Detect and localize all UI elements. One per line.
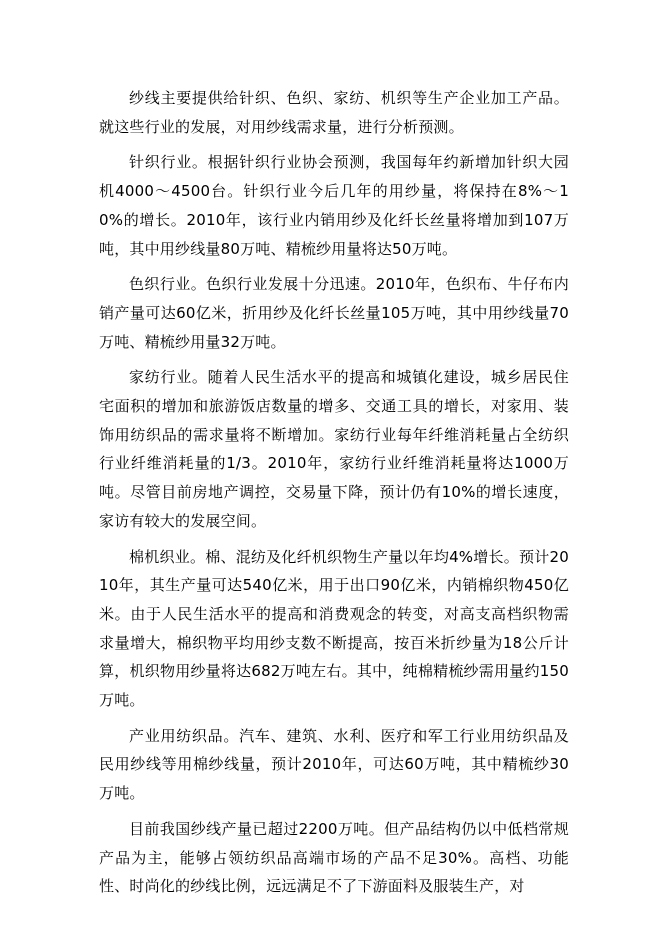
paragraph-cotton-weaving: 棉机织业。棉、混纺及化纤机织物生产量以年均4%增长。预计2010年，其生产量可达540亿米，用于出口90亿米，内销棉织物450亿米。由于人民生活水平的提高和消费观念的转变，对高支高档织物需求量增大，棉织物平均用纱支数不断提高，按百米折纱量为18公斤计算，机织物用纱量将达682万吨左右。其中，纯棉精梳纱需用量约150万吨。 <box>99 547 569 710</box>
paragraph-yarn-dyed: 色织行业。色织行业发展十分迅速。2010年，色织布、牛仔布内销产量可达60亿米，折用纱及化纤长丝量105万吨，其中用纱线量70万吨、精梳纱用量32万吨。 <box>99 275 569 351</box>
paragraph-home-textile: 家纺行业。随着人民生活水平的提高和城镇化建设，城乡居民住宅面积的增加和旅游饭店数量的增多、交通工具的增长，对家用、装饰用纺织品的需求量将不断增加。家纺行业每年纤维消耗量占全纺织行业纤维消耗量的1/3。2010年，家纺行业纤维消耗量将达1000万吨。尽管目前房地产调控，交易量下降，预计仍有10%的增长速度，家访有较大的发展空间。 <box>99 368 569 530</box>
document-body <box>99 84 569 908</box>
paragraph-intro: 纱线主要提供给针织、色织、家纺、机织等生产企业加工产品。就这些行业的发展，对用纱线需求量，进行分析预测。 <box>99 89 569 136</box>
paragraph-knitting: 针织行业。根据针织行业协会预测，我国每年约新增加针织大园机4000～4500台。针织行业今后几年的用纱量，将保持在8%～10%的增长。2010年，该行业内销用纱及化纤长丝量将增加到107万吨，其中用纱线量80万吨、精梳纱用量将达50万吨。 <box>99 153 569 258</box>
paragraph-yarn-output: 目前我国纱线产量已超过2200万吨。但产品结构仍以中低档常规产品为主，能够占领纺织品高端市场的产品不足30%。高档、功能性、时尚化的纱线比例，远远满足不了下游面料及服装生产，对 <box>99 819 569 896</box>
paragraph-industrial-textile: 产业用纺织品。汽车、建筑、水利、医疗和军工行业用纺织品及民用纱线等用棉纱线量，预计2010年，可达60万吨，其中精梳纱30万吨。 <box>99 726 569 803</box>
